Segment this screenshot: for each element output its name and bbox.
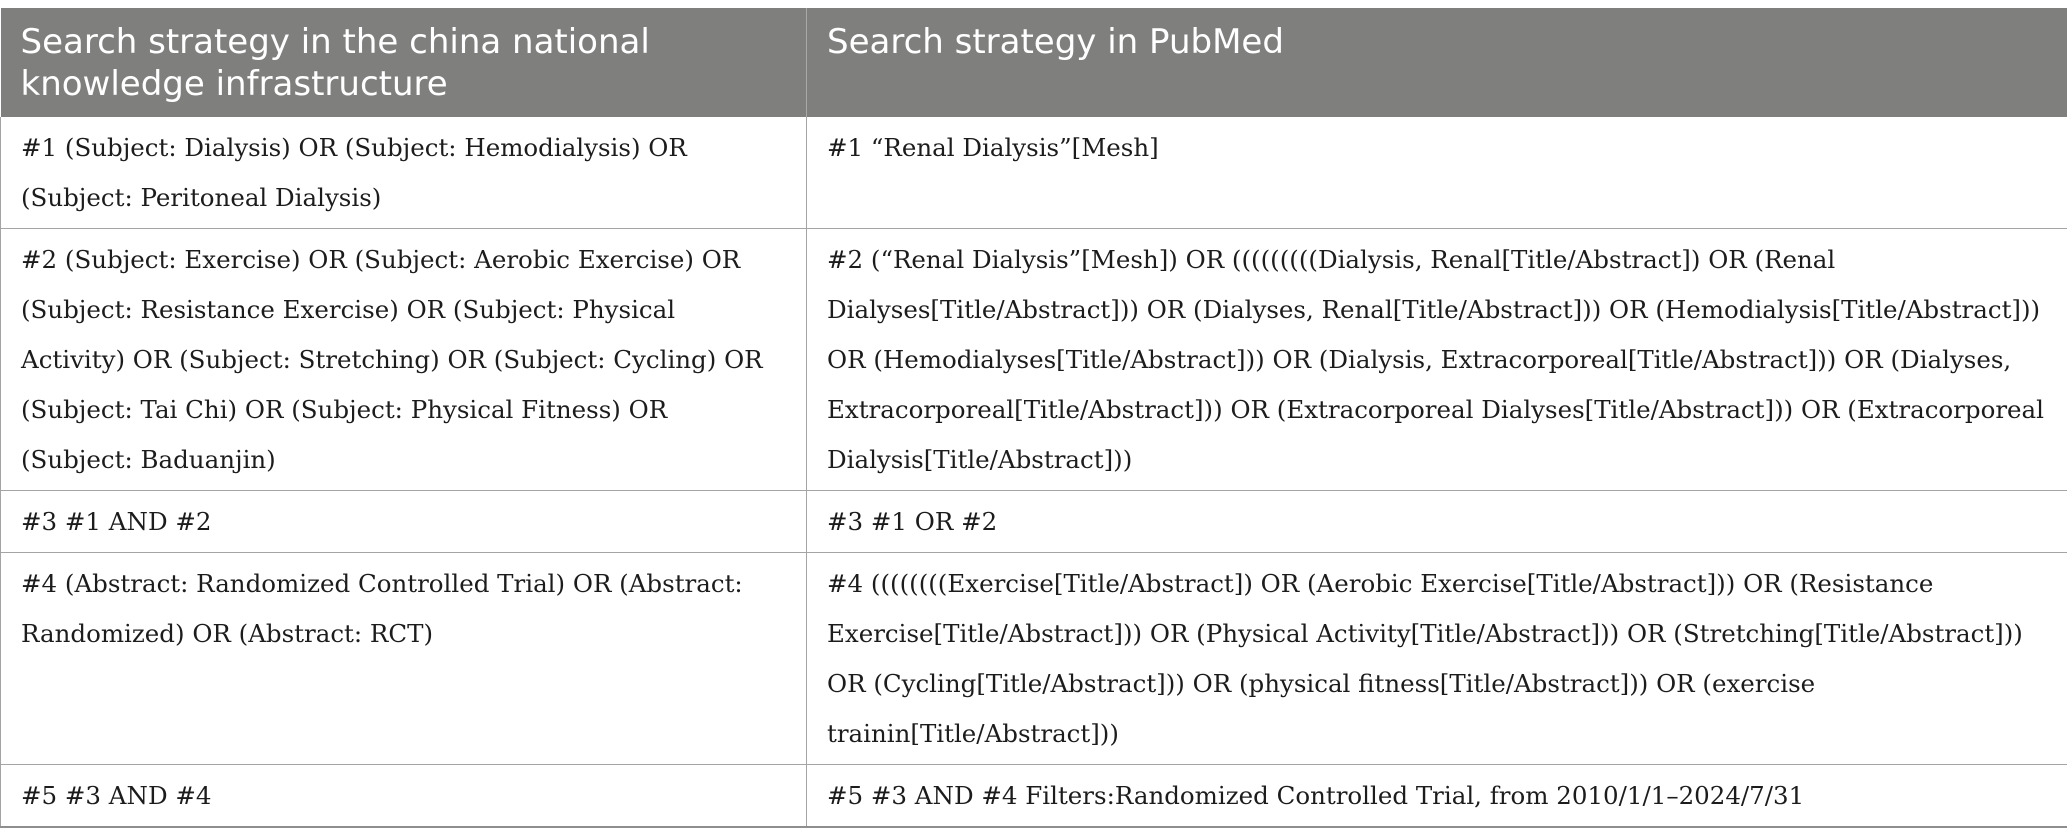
pubmed-step-1: #1 “Renal Dialysis”[Mesh] [807,117,2067,229]
cnki-step-4: #4 (Abstract: Randomized Controlled Trial) OR (Abstract: Randomized) OR (Abstract: RCT) [1,553,807,765]
pubmed-step-3: #3 #1 OR #2 [807,491,2067,553]
table-row [1,117,2067,229]
search-strategy-table [0,8,2067,828]
cnki-step-1: #1 (Subject: Dialysis) OR (Subject: Hemodialysis) OR (Subject: Peritoneal Dialysis) [1,117,807,229]
table-header [1,8,2067,117]
cnki-step-3: #3 #1 AND #2 [1,491,807,553]
header-row [1,8,2067,117]
table-row [1,229,2067,491]
pubmed-step-2: #2 (“Renal Dialysis”[Mesh]) OR (((((((((Dialysis, Renal[Title/Abstract]) OR (Renal Dialyses[Title/Abstract])) OR (Dialyses, Renal[Title/Abstract])) OR (Hemodialysis[Title/Abstract])) OR (Hemodialyses[Title/Abstract])) OR (Dialysis, Extracorporeal[Title/Abstract])) OR (Dialyses, Extracorporeal[Title/Abstract])) OR (Extracorporeal Dialyses[Title/Abstract])) OR (Extracorporeal Dialysis[Title/Abstract])) [807,229,2067,491]
table-row [1,765,2067,828]
header-cnki: Search strategy in the china national knowledge infrastructure [1,8,807,117]
pubmed-step-5: #5 #3 AND #4 Filters:Randomized Controlled Trial, from 2010/1/1–2024/7/31 [807,765,2067,828]
table-body [1,117,2067,827]
cnki-step-5: #5 #3 AND #4 [1,765,807,828]
table-row [1,553,2067,765]
header-pubmed: Search strategy in PubMed [807,8,2067,117]
table-row [1,491,2067,553]
cnki-step-2: #2 (Subject: Exercise) OR (Subject: Aerobic Exercise) OR (Subject: Resistance Exercise) OR (Subject: Physical Activity) OR (Subject: Stretching) OR (Subject: Cycling) OR (Subject: Tai Chi) OR (Subject: Physical Fitness) OR (Subject: Baduanjin) [1,229,807,491]
pubmed-step-4: #4 ((((((((Exercise[Title/Abstract]) OR (Aerobic Exercise[Title/Abstract])) OR (Resistance Exercise[Title/Abstract])) OR (Physical Activity[Title/Abstract])) OR (Stretching[Title/Abstract])) OR (Cycling[Title/Abstract])) OR (physical fitness[Title/Abstract])) OR (exercise trainin[Title/Abstract])) [807,553,2067,765]
